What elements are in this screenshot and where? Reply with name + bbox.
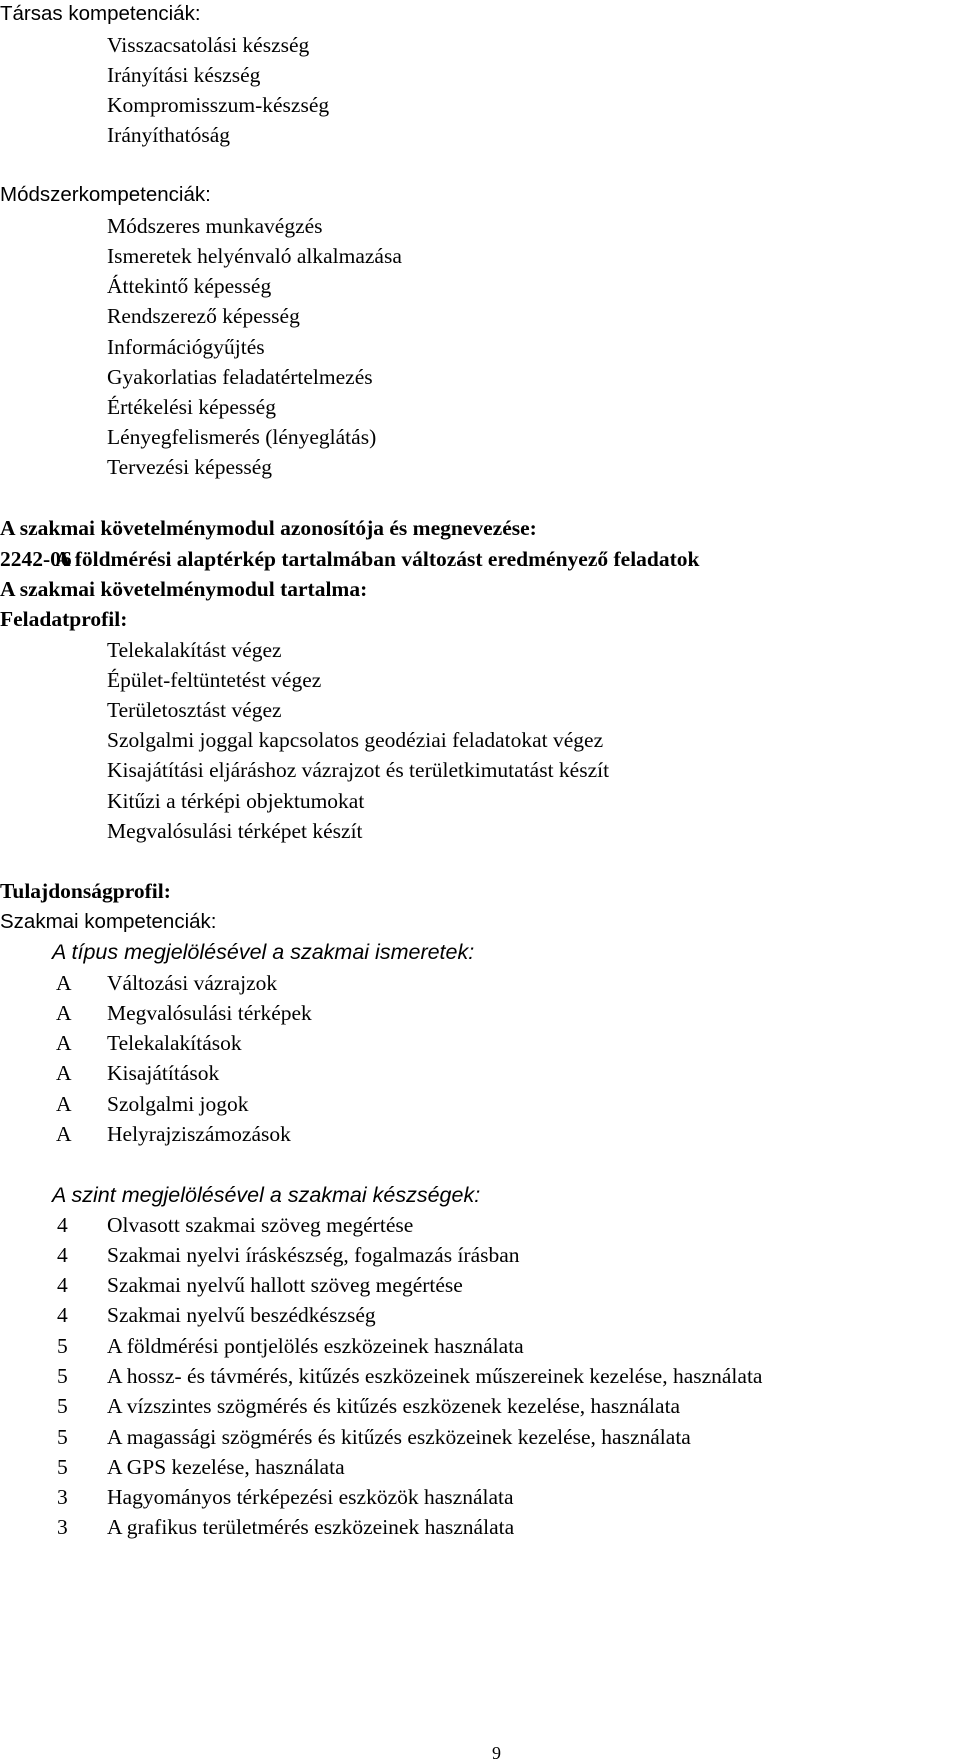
list-item: Kisajátítások — [107, 1061, 220, 1085]
module-name: A földmérési alaptérkép tartalmában változást eredményező feladatok — [55, 547, 700, 571]
level-number: 3 — [57, 1485, 68, 1509]
list-item: Értékelési képesség — [107, 395, 276, 419]
list-item: Irányíthatóság — [107, 123, 230, 147]
level-letter: A — [56, 1092, 72, 1116]
list-item: Ismeretek helyénvaló alkalmazása — [107, 244, 402, 268]
level-number: 4 — [57, 1273, 68, 1297]
level-letter: A — [56, 1122, 72, 1146]
level-number: 5 — [57, 1455, 68, 1479]
list-item: Megvalósulási térképet készít — [107, 819, 363, 843]
list-item: Változási vázrajzok — [107, 971, 278, 995]
list-item: Szakmai nyelvű hallott szöveg megértése — [107, 1273, 463, 1297]
level-number: 4 — [57, 1243, 68, 1267]
level-number: 5 — [57, 1425, 68, 1449]
list-item: Tervezési képesség — [107, 455, 273, 479]
list-item: Gyakorlatias feladatértelmezés — [107, 365, 373, 389]
list-item: Hagyományos térképezési eszközök használata — [107, 1485, 514, 1509]
list-item: Kisajátítási eljáráshoz vázrajzot és területkimutatást készít — [107, 758, 610, 782]
subheading-szakmai-kompetenciak: Szakmai kompetenciák: — [0, 910, 217, 933]
list-item: Kompromisszum-készség — [107, 93, 330, 117]
list-item: Kitűzi a térképi objektumokat — [107, 789, 365, 813]
section-heading-feladatprofil: Feladatprofil: — [0, 607, 128, 631]
list-item: Épület-feltüntetést végez — [107, 668, 322, 692]
list-item: Telekalakítások — [107, 1031, 242, 1055]
list-item: A magassági szögmérés és kitűzés eszközeinek kezelése, használata — [107, 1425, 691, 1449]
module-code: 2242-06 — [0, 547, 72, 571]
level-number: 4 — [57, 1213, 68, 1237]
list-item: Módszeres munkavégzés — [107, 214, 323, 238]
level-letter: A — [56, 1031, 72, 1055]
level-letter: A — [56, 1001, 72, 1025]
list-item: Megvalósulási térképek — [107, 1001, 312, 1025]
module-id-heading: A szakmai követelménymodul azonosítója és megnevezése: — [0, 516, 537, 540]
list-item: Rendszerező képesség — [107, 304, 300, 328]
level-number: 3 — [57, 1515, 68, 1539]
level-number: 4 — [57, 1303, 68, 1327]
list-item: Információgyűjtés — [107, 335, 265, 359]
list-item: Visszacsatolási készség — [107, 33, 310, 57]
module-content-heading: A szakmai követelménymodul tartalma: — [0, 577, 368, 601]
ismeretek-heading: A típus megjelölésével a szakmai ismeretek: — [52, 940, 475, 964]
page-number: 9 — [492, 1743, 501, 1763]
list-item: A grafikus területmérés eszközeinek használata — [107, 1515, 515, 1539]
list-item: Áttekintő képesség — [107, 274, 272, 298]
list-item: Telekalakítást végez — [107, 638, 282, 662]
list-item: Szakmai nyelvű beszédkészség — [107, 1303, 376, 1327]
list-item: A hossz- és távmérés, kitűzés eszközeinek műszereinek kezelése, használata — [107, 1364, 763, 1388]
level-letter: A — [56, 971, 72, 995]
level-number: 5 — [57, 1364, 68, 1388]
list-item: A földmérési pontjelölés eszközeinek használata — [107, 1334, 524, 1358]
section-heading-modszer: Módszerkompetenciák: — [0, 183, 211, 206]
level-number: 5 — [57, 1334, 68, 1358]
level-letter: A — [56, 1061, 72, 1085]
section-heading-tarsas: Társas kompetenciák: — [0, 2, 201, 25]
list-item: Lényegfelismerés (lényeglátás) — [107, 425, 377, 449]
list-item: A GPS kezelése, használata — [107, 1455, 345, 1479]
list-item: Irányítási készség — [107, 63, 261, 87]
list-item: Helyrajziszámozások — [107, 1122, 291, 1146]
list-item: Szakmai nyelvi íráskészség, fogalmazás írásban — [107, 1243, 520, 1267]
keszsegek-heading: A szint megjelölésével a szakmai készségek: — [52, 1183, 481, 1207]
list-item: Területosztást végez — [107, 698, 282, 722]
level-number: 5 — [57, 1394, 68, 1418]
list-item: A vízszintes szögmérés és kitűzés eszközenek kezelése, használata — [107, 1394, 681, 1418]
module-title — [0, 546, 700, 572]
section-heading-tulajdonsag: Tulajdonságprofil: — [0, 879, 171, 903]
list-item: Szolgalmi joggal kapcsolatos geodéziai feladatokat végez — [107, 728, 604, 752]
list-item: Olvasott szakmai szöveg megértése — [107, 1213, 414, 1237]
list-item: Szolgalmi jogok — [107, 1092, 249, 1116]
